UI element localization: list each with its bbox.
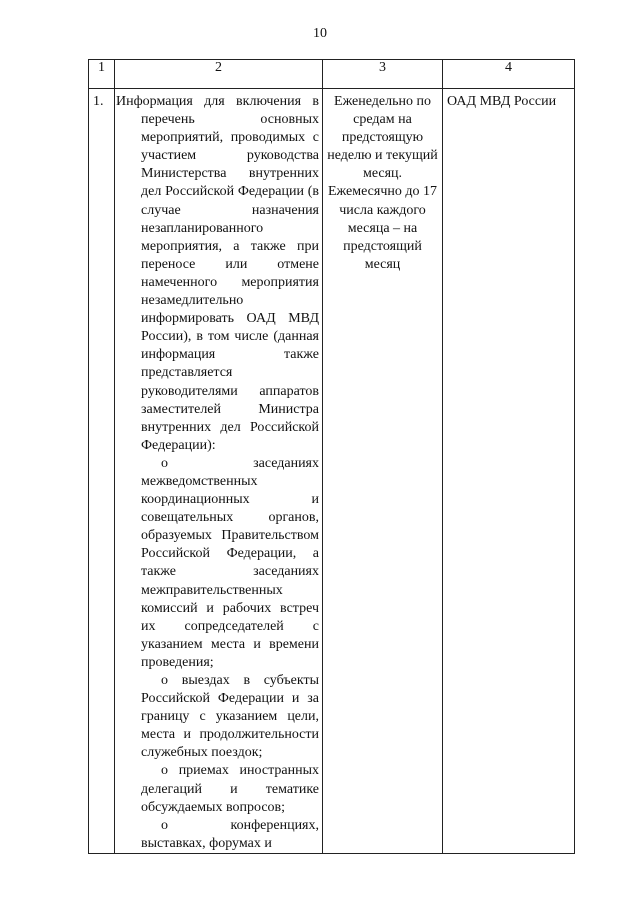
responsible-cell (443, 89, 575, 854)
description-bullet: о выездах в субъекты Российской Федерации и за границу с указанием цели, места и продолжительности служебных поездок; (141, 673, 319, 761)
table-header-row (89, 60, 575, 89)
description-bullet: о приемах иностранных делегаций и тематике обсуждаемых вопросов; (141, 763, 319, 815)
description-cell (115, 89, 323, 854)
header-col-4: 4 (443, 60, 575, 89)
table-row (89, 89, 575, 854)
description-intro: Информация для включения в перечень основных мероприятий, проводимых с участием руководства Министерства внутренних дел Российской Федерации (в случае назначения незапланированного мероприятия, а также при переносе или отмене намеченного мероприятия незамедлительно информировать ОАД МВД России), в том числе (данная информация также представляется руководителями аппаратов заместителей Министра внутренних дел Российской Федерации): (116, 94, 319, 453)
period-cell (323, 89, 443, 854)
description-bullet: о заседаниях межведомственных координационных и совещательных органов, образуемых Правительством Российской Федерации, а также заседаниях межправительственных комиссий и рабочих встреч их сопредседателей с указанием места и времени проведения; (141, 455, 319, 670)
row-period: Еженедельно по средам на предстоящую неделю и текущий месяц. Ежемесячно до 17 числа каждого месяца – на предстоящий месяц (327, 94, 438, 272)
header-col-1: 1 (89, 60, 115, 89)
document-table (88, 59, 575, 854)
description-bullet: о конференциях, выставках, форумах и (141, 817, 319, 851)
row-number: 1. (93, 94, 104, 109)
row-number-cell (89, 89, 115, 854)
header-col-3: 3 (323, 60, 443, 89)
page-number: 10 (313, 26, 327, 41)
row-responsible: ОАД МВД России (447, 94, 557, 109)
row-description (115, 89, 322, 853)
header-col-2: 2 (115, 60, 323, 89)
